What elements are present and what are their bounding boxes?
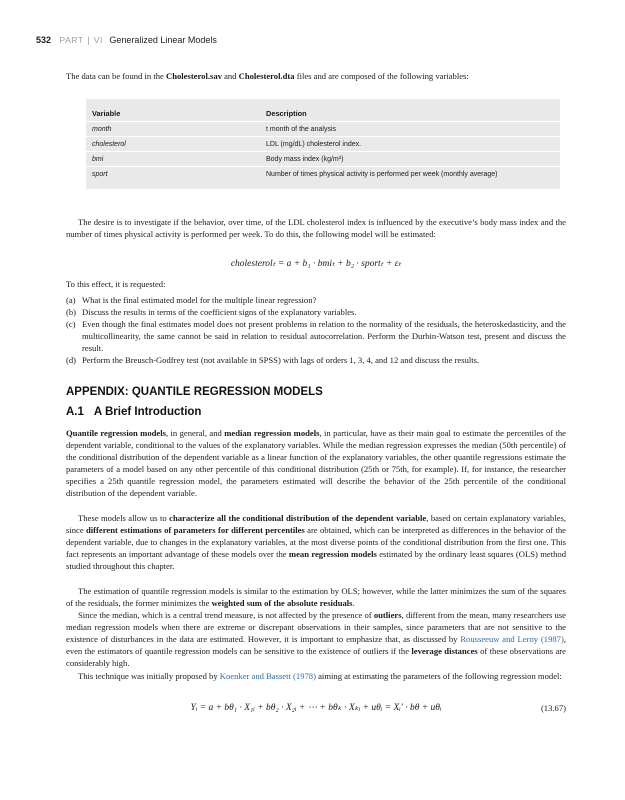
table-row xyxy=(86,121,560,136)
paragraph-characterize xyxy=(66,512,566,572)
text-run: The estimation of quantile regression models is similar to the estimation by OLS; however, while the latter minimizes the sum of the squares of the residuals, the former minimizes the xyxy=(66,586,566,609)
paragraph-koenker xyxy=(66,670,566,682)
bold-term: different estimations of parameters for different percentiles xyxy=(86,525,305,536)
variable-cell: month xyxy=(92,125,112,133)
bold-term: leverage distances xyxy=(411,646,478,657)
table-row xyxy=(86,136,560,151)
header-description: Description xyxy=(266,108,307,118)
citation-link[interactable]: Rousseeuw and Leroy (1987) xyxy=(460,634,564,645)
bold-term: Quantile regression models xyxy=(66,428,166,438)
text-run: , based on certain explanatory variables, since xyxy=(66,513,566,536)
text-run: are obtained, which can be interpreted as differences in the behavior of the dependent variable, due to changes in the explanatory variables, at the most diverse points of the conditional distribution from the first one. This fact represents an important advantage of these models over the xyxy=(66,525,566,560)
variables-table xyxy=(86,99,560,189)
header-variable: Variable xyxy=(92,108,121,118)
text-run: of these observations are considerably high. xyxy=(66,646,566,669)
item-label: (b) xyxy=(66,307,77,318)
text-run: , even the estimators of quantile regression models can be sensitive to the existence of outliers if the xyxy=(66,634,566,657)
description-cell: LDL (mg/dL) cholesterol index. xyxy=(266,140,362,148)
header-separator: | xyxy=(87,35,90,45)
appendix-title: APPENDIX: QUANTILE REGRESSION MODELS xyxy=(66,386,323,398)
item-label: (a) xyxy=(66,295,76,305)
item-label: (c) xyxy=(66,319,76,330)
equation-text: Yᵢ = a + bθ₁ · X₁ᵢ + bθ₂ · X₂ᵢ + ⋯ + bθₖ · Xₖᵢ + uθᵢ = Xᵢ′ · bθ + uθᵢ xyxy=(190,703,442,713)
quantile-equation xyxy=(66,702,566,713)
section-heading xyxy=(66,406,201,418)
question-list xyxy=(66,294,566,367)
text-run: These models allow us to xyxy=(78,513,170,523)
page-number: 532 xyxy=(36,35,52,45)
desire-paragraph: The desire is to investigate if the behavior, over time, of the LDL cholesterol index is influenced by the executive’s body mass index and the number of times physical activity is performed per week. To do this, the following model will be estimated: xyxy=(66,217,566,240)
section-number: A.1 xyxy=(66,406,84,418)
paragraph-quantile-intro xyxy=(66,427,566,500)
intro-paragraph xyxy=(66,70,566,82)
running-header xyxy=(36,35,217,45)
bold-term: weighted sum of the absolute residuals xyxy=(211,598,353,609)
text-run: . xyxy=(352,598,355,609)
variable-cell: sport xyxy=(92,170,108,178)
model-equation: cholesterolₜ = a + b₁ · bmiₜ + b₂ · sportₜ + εₜ xyxy=(230,259,402,269)
text-run: , in general, and xyxy=(165,428,225,438)
description-cell: Number of times physical activity is performed per week (monthly average) xyxy=(266,170,498,178)
description-cell: Body mass index (kg/m²) xyxy=(266,155,344,163)
text-run: estimated by the ordinary least squares (OLS) method studied throughout this chapter. xyxy=(66,549,566,572)
bold-term: median regression models xyxy=(224,428,320,438)
description-cell: t month of the analysis xyxy=(266,125,337,133)
bold-term: mean regression models xyxy=(288,549,377,560)
bold-term: outliers xyxy=(373,610,402,620)
section-title: A Brief Introduction xyxy=(93,406,202,418)
part-number: VI xyxy=(93,35,103,45)
list-item xyxy=(66,294,566,306)
table-header-row xyxy=(86,105,560,121)
item-text: What is the final estimated model for the multiple linear regression? xyxy=(82,295,317,305)
text-run: This technique was initially proposed by xyxy=(78,671,220,681)
file-sav: Cholesterol.sav xyxy=(165,71,222,81)
part-label: PART xyxy=(59,35,84,45)
variable-cell: bmi xyxy=(92,155,104,163)
header-title: Generalized Linear Models xyxy=(109,35,217,45)
item-label: (d) xyxy=(66,355,77,366)
file-dta: Cholesterol.dta xyxy=(238,71,295,81)
paragraph-estimation xyxy=(66,585,566,609)
intro-text-3: files and are composed of the following variables: xyxy=(294,71,469,81)
variable-cell: cholesterol xyxy=(92,140,126,148)
requested-text: To this effect, it is requested: xyxy=(66,279,166,289)
equation-number: (13.67) xyxy=(540,703,566,713)
text-run: , in particular, have as their main goal to estimate the percentiles of the dependent variable, conditional to the values of the explanatory variables. While the median regression expresses the median (50th percentile) of the conditional distribution of the dependent variable as a linear function of the explanatory variables, the other quantile regressions estimate the parameters of a model based on any other percentile of this conditional distribution (25th or 75th, for example). If, for instance, the researcher specifies a 25th quantile regression model, the parameters estimated will describe the behavior of the 25th percentile of the conditional distribution of the dependent variable. xyxy=(66,428,566,499)
text-run: aiming at estimating the parameters of the following regression model: xyxy=(315,671,562,681)
list-item xyxy=(66,354,566,366)
list-item xyxy=(66,318,566,354)
item-text: Even though the final estimates model does not present problems in relation to the normality of the residuals, the heteroskedasticity, and the multicollinearity, the same cannot be said in relation to residual autocorrelation. Perform the Durbin-Watson test, present and discuss the result. xyxy=(82,319,566,354)
intro-text-1: The data can be found in the xyxy=(66,71,166,81)
item-text: Discuss the results in terms of the coefficient signs of the explanatory variables. xyxy=(82,307,357,318)
table-row xyxy=(86,151,560,166)
bold-term: characterize all the conditional distribution of the dependent variable xyxy=(169,513,427,523)
text-run: Since the median, which is a central trend measure, is not affected by the presence of xyxy=(78,610,374,620)
citation-link[interactable]: Koenker and Bassett (1978) xyxy=(219,671,316,681)
intro-text-2: and xyxy=(221,71,239,81)
paragraph-median-outliers xyxy=(66,609,566,669)
text-run: , different from the mean, many researchers use median regression models when there are extreme or discrepant observations in their samples, since parameters that are not sensitive to the existence of disturbances in the data are estimated. However, it is important to emphasize that, as discussed by xyxy=(66,610,566,645)
list-item xyxy=(66,306,566,318)
table-row xyxy=(86,166,560,181)
item-text: Perform the Breusch-Godfrey test (not available in SPSS) with lags of orders 1, 3, 4, and 12 and discuss the results. xyxy=(82,355,480,366)
